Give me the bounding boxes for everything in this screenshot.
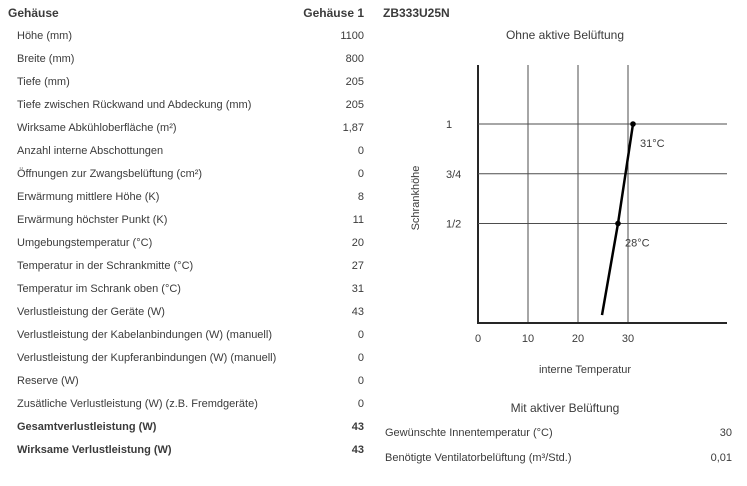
table-row [8,416,364,439]
y-tick-label: 1/2 [446,218,462,231]
table-row [8,347,364,370]
row-value: 0,01 [710,452,732,464]
table-row [8,117,364,140]
x-tick-label: 0 [474,333,482,345]
row-value: 1100 [340,30,364,42]
row-label: Umgebungstemperatur (°C) [17,237,153,249]
row-label: Gewünschte Innentemperatur (°C) [385,427,553,439]
row-label: Wirksame Verlustleistung (W) [17,444,172,456]
row-value: 1,87 [342,122,364,134]
row-label: Öffnungen zur Zwangsbelüftung (cm²) [17,168,203,180]
table-row [8,439,364,462]
table-row [8,232,364,255]
temperature-chart [400,55,747,385]
table-row [8,140,364,163]
row-value: 0 [357,352,364,364]
row-value: 0 [357,145,364,157]
active-ventilation-row [385,421,732,446]
table-row [8,255,364,278]
row-value: 8 [357,191,364,203]
row-label: Temperatur in der Schrankmitte (°C) [17,260,194,272]
row-value: 43 [351,306,364,318]
y-tick-label: 3/4 [446,168,462,181]
row-label: Verlustleistung der Kabelanbindungen (W) (manuell) [17,329,272,341]
y-axis-label: Schrankhöhe [410,165,422,231]
row-label: Tiefe (mm) [17,76,70,88]
row-label: Erwärmung höchster Punkt (K) [17,214,168,226]
table-row [8,48,364,71]
row-value: 43 [351,444,364,456]
annotation-label: 31°C [640,138,665,150]
row-value: 11 [352,214,364,226]
table-row [8,301,364,324]
row-label: Verlustleistung der Kupferanbindungen (W) (manuell) [17,352,277,364]
row-value: 205 [345,76,364,88]
table-row [8,324,364,347]
row-value: 31 [351,283,364,295]
data-point-marker [615,221,621,227]
row-label: Erwärmung mittlere Höhe (K) [17,191,160,203]
data-point-marker [630,121,636,127]
row-value: 43 [351,421,364,433]
row-value: 20 [351,237,364,249]
row-label: Anzahl interne Abschottungen [17,145,164,157]
row-label: Reserve (W) [17,375,79,387]
table-header-value: Gehäuse 1 [303,6,364,20]
y-tick-label: 1 [446,119,453,131]
row-value: 0 [357,375,364,387]
row-value: 27 [351,260,364,272]
passive-ventilation-chart-title: Ohne aktive Belüftung [505,28,625,42]
table-row [8,94,364,117]
table-header-label: Gehäuse [8,6,59,20]
enclosure-model-title: ZB333U25N [383,6,450,20]
row-value: 800 [345,53,364,65]
row-label: Gesamtverlustleistung (W) [17,421,157,433]
annotation-label: 28°C [625,237,650,250]
table-row [8,71,364,94]
active-ventilation-row [385,446,732,471]
row-label: Höhe (mm) [17,30,73,42]
x-tick-label: 30 [621,333,635,345]
row-value: 0 [357,398,364,410]
row-label: Verlustleistung der Geräte (W) [17,306,165,318]
table-row [8,393,364,416]
row-value: 205 [345,99,364,111]
row-label: Wirksame Abkühloberfläche (m²) [17,122,177,134]
table-row [8,25,364,48]
active-ventilation-rows [385,421,732,471]
row-value: 0 [357,329,364,341]
enclosure-table [8,2,364,462]
x-tick-label: 10 [521,333,535,345]
table-row [8,163,364,186]
row-label: Temperatur im Schrank oben (°C) [17,283,181,295]
table-row [8,370,364,393]
table-row [8,278,364,301]
table-header-row [8,2,364,25]
active-ventilation-title: Mit aktiver Belüftung [510,401,620,415]
row-label: Zusätliche Verlustleistung (W) (z.B. Fremdgeräte) [17,398,258,410]
row-value: 0 [357,168,364,180]
row-label: Benötigte Ventilatorbelüftung (m³/Std.) [385,452,572,464]
row-value: 30 [719,427,732,439]
table-row [8,186,364,209]
x-axis-label: interne Temperatur [538,364,632,376]
x-tick-label: 20 [571,333,585,345]
enclosure-table-rows [8,25,364,462]
table-row [8,209,364,232]
row-label: Tiefe zwischen Rückwand und Abdeckung (mm) [17,99,252,111]
row-label: Breite (mm) [17,53,75,65]
